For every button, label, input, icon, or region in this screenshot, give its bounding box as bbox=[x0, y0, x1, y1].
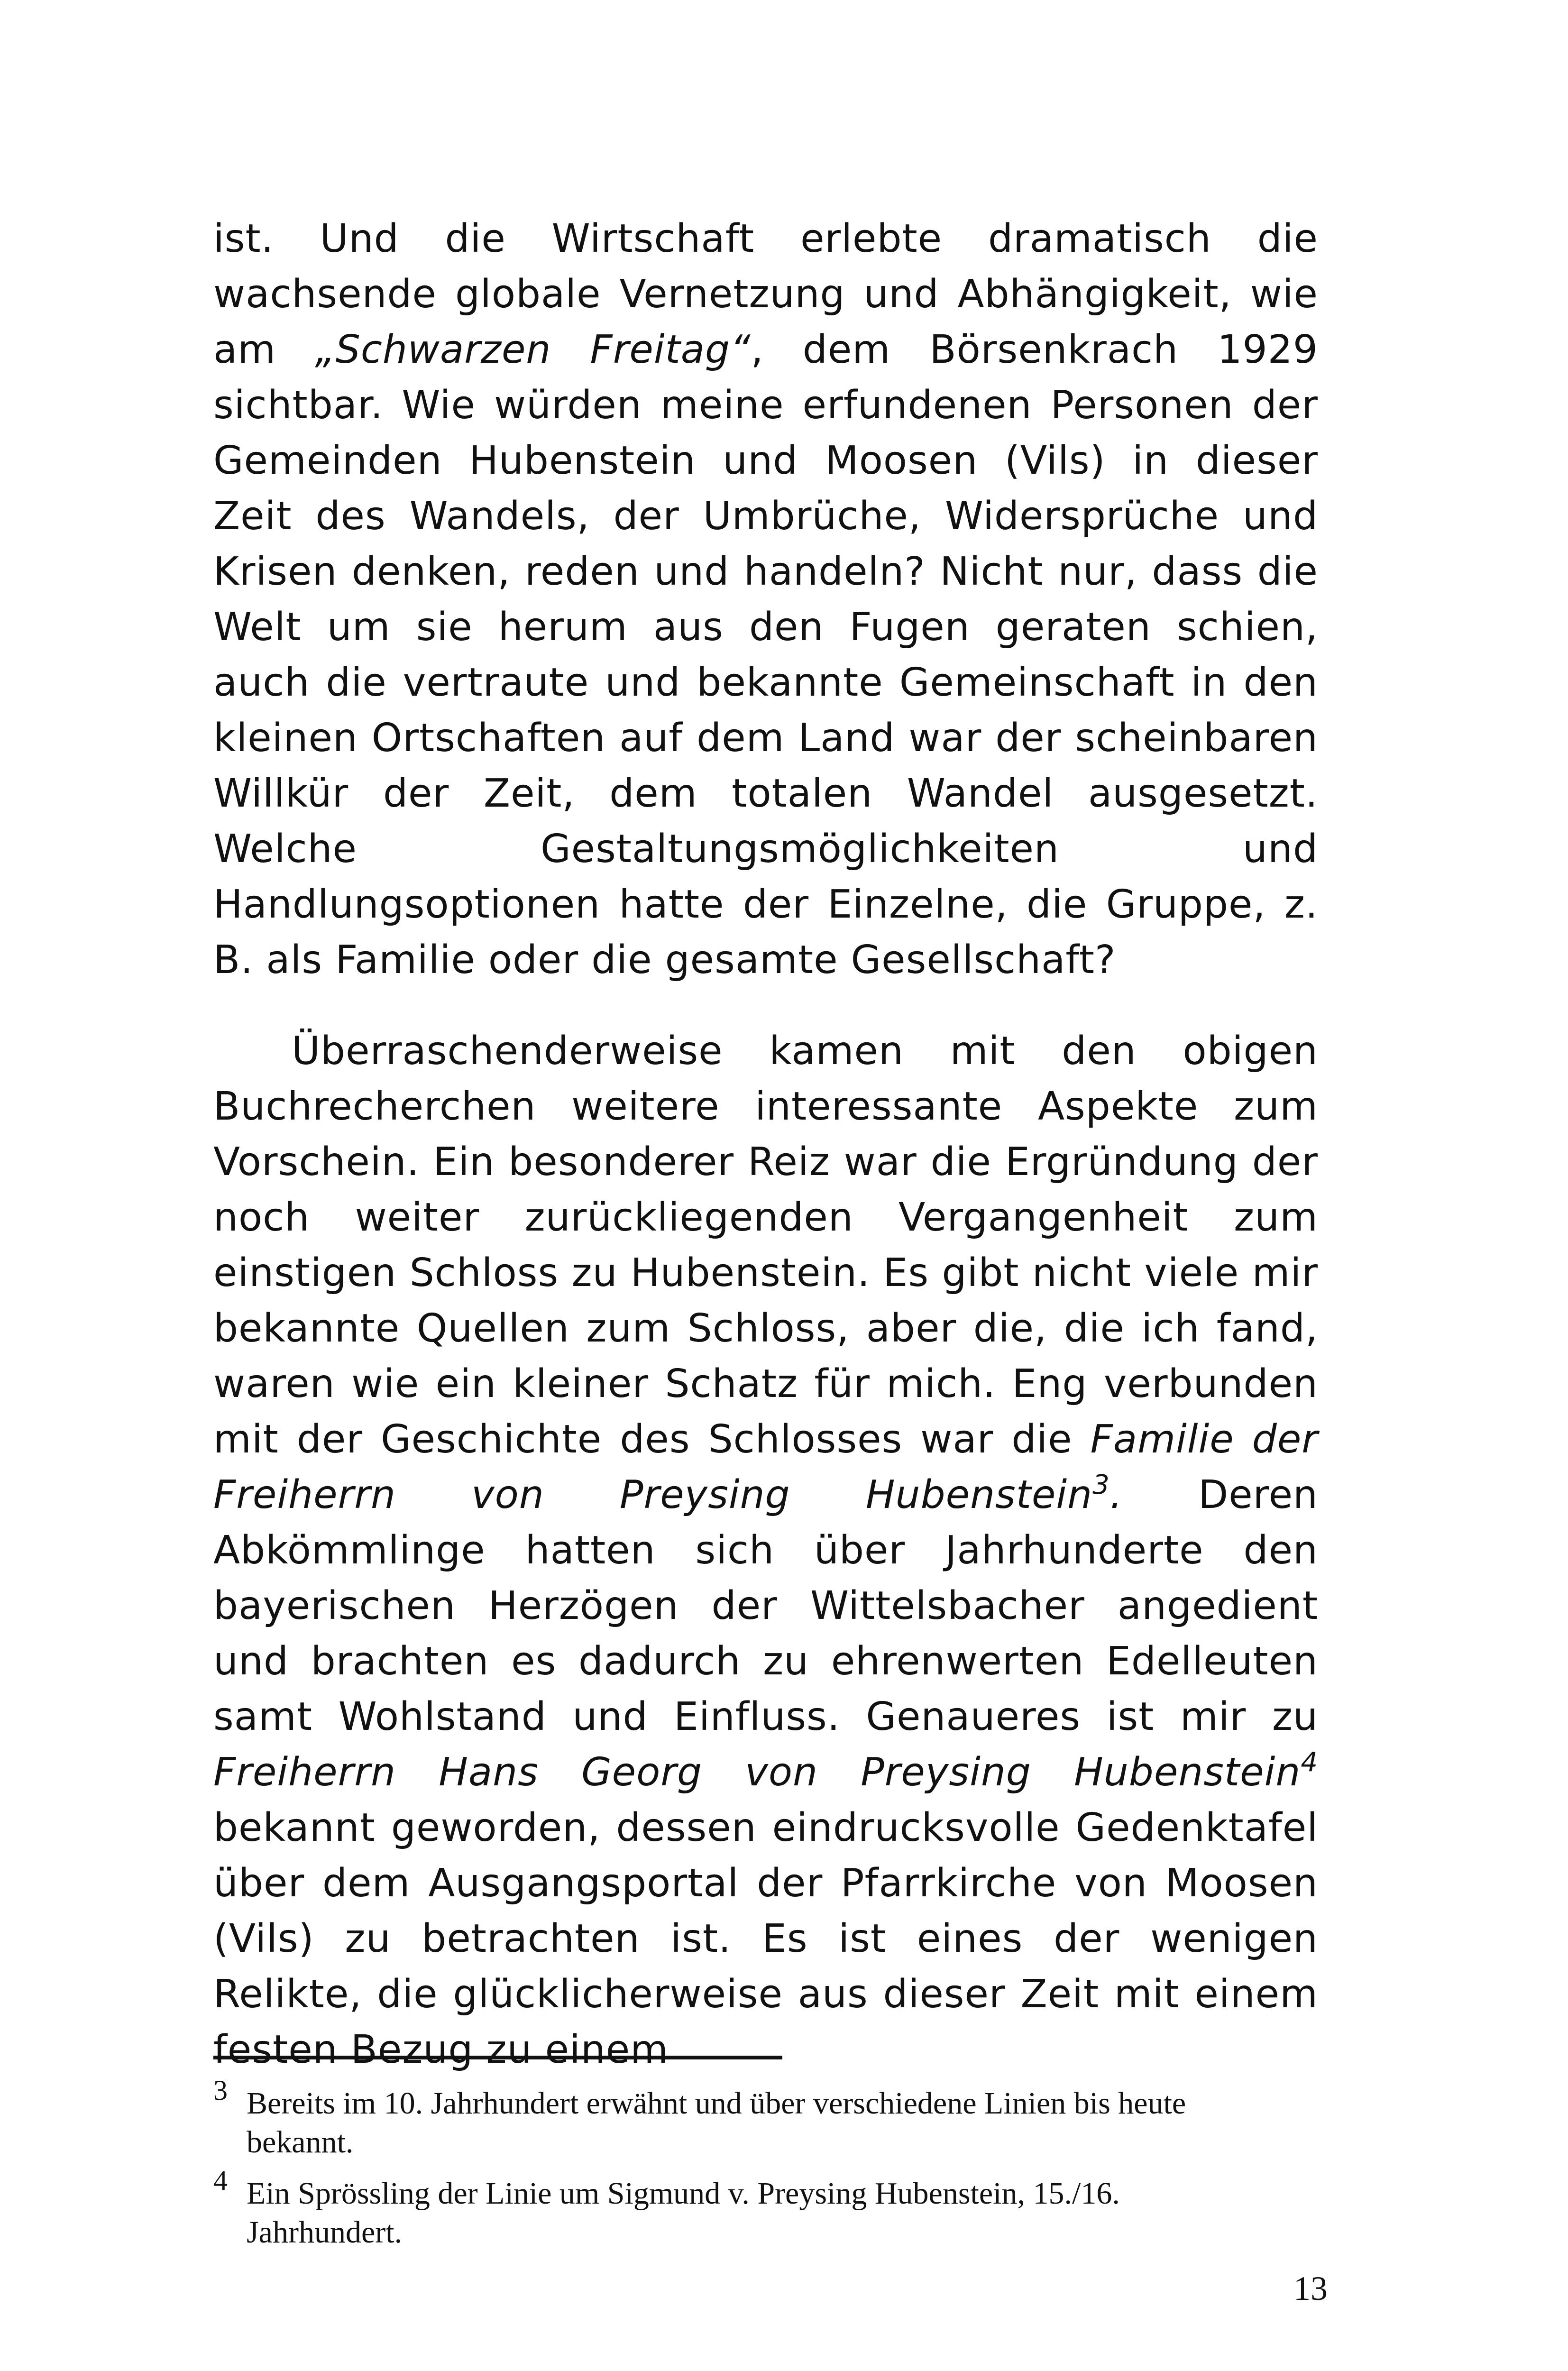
page-number: 13 bbox=[1293, 2270, 1328, 2307]
paragraph-text: Deren Abkömmlinge hatten sich über Jahrhunderte den bayerischen Herzögen der Wittelsbacher angedient und brachten es dadurch zu ehrenwerten Edelleuten samt Wohlstand und Einfluss. Genaueres ist mir zu bbox=[213, 1472, 1318, 1739]
footnote-number: 3 bbox=[213, 2075, 228, 2106]
footnote-text: Ein Sprössling der Linie um Sigmund v. Preysing Hubenstein, 15./16. Jahrhundert. bbox=[247, 2176, 1120, 2250]
footnote-3 bbox=[213, 2075, 1256, 2162]
paragraph-text: bekannt geworden, dessen eindrucksvolle Gedenktafel über dem Ausgangsportal der Pfarrkirche von Moosen (Vils) zu betrachten ist. Es ist eines der wenigen Relikte, die glücklicherweise aus dieser Zeit mit einem festen Bezug zu einem bbox=[213, 1805, 1318, 2072]
italic-term-schwarzer-freitag: „Schwarzen Freitag“ bbox=[315, 327, 751, 372]
footnote-ref-4: 4 bbox=[1301, 1747, 1318, 1778]
italic-term-familie-preysing: Familie der Freiherrn von Preysing Hubenstein bbox=[213, 1417, 1319, 1517]
body-paragraph-1 bbox=[213, 211, 1318, 988]
italic-period: . bbox=[1110, 1472, 1123, 1517]
footnote-4 bbox=[213, 2165, 1256, 2252]
footnote-text: Bereits im 10. Jahrhundert erwähnt und über verschiedene Linien bis heute bekannt. bbox=[247, 2086, 1186, 2160]
footnote-number: 4 bbox=[213, 2165, 228, 2196]
paragraph-text: , dem Börsenkrach 1929 sichtbar. Wie würden meine erfundenen Personen der Gemeinden Hubenstein und Moosen (Vils) in dieser Zeit des Wandels, der Umbrüche, Widersprüche und Krisen denken, reden und handeln? Nicht nur, dass die Welt um sie herum aus den Fugen geraten schien, auch die vertraute und bekannte Gemeinschaft in den kleinen Ortschaften auf dem Land war der scheinbaren Willkür der Zeit, dem totalen Wandel ausgesetzt. Welche Gestaltungsmöglichkeiten und Handlungsoptionen hatte der Einzelne, die Gruppe, z. B. als Familie oder die gesamte Gesellschaft? bbox=[213, 327, 1318, 983]
italic-term-hans-georg-preysing: Freiherrn Hans Georg von Preysing Hubenstein bbox=[213, 1750, 1301, 1795]
footnote-separator bbox=[213, 2056, 782, 2059]
footnote-ref-3: 3 bbox=[1092, 1470, 1110, 1500]
body-paragraph-2 bbox=[213, 1023, 1318, 2077]
paragraph-text: Überraschenderweise kamen mit den obigen Buchrecherchen weitere interessante Aspekte zum Vorschein. Ein besonderer Reiz war die Ergründung der noch weiter zurückliegenden Vergangenheit zum einstigen Schloss zu Hubenstein. Es gibt nicht viele mir bekannte Quellen zum Schloss, aber die, die ich fand, waren wie ein kleiner Schatz für mich. Eng verbunden mit der Geschichte des Schlosses war die bbox=[213, 1029, 1318, 1462]
paragraph-text: ist. Und die Wirtschaft erlebte dramatisch die wachsende globale Vernetzung und Abhängigkeit, wie am bbox=[213, 216, 1318, 372]
footnotes bbox=[213, 2075, 1256, 2264]
